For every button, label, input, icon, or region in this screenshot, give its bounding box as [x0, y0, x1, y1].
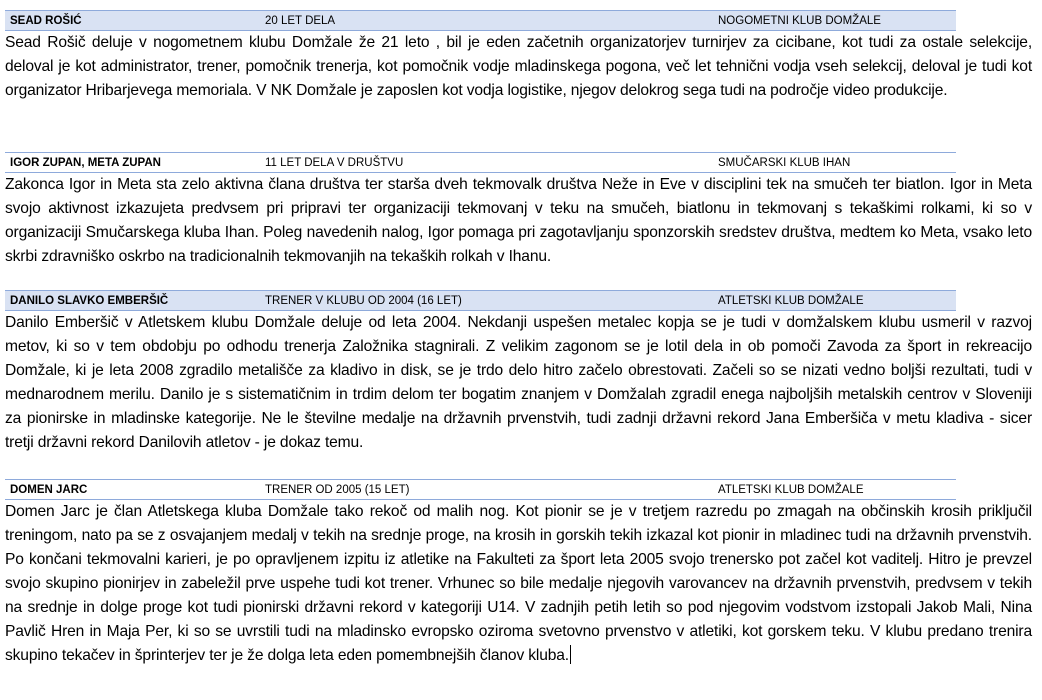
entry-years: 11 LET DELA V DRUŠTVU [265, 157, 404, 169]
entry-description[interactable]: Sead Rošič deluje v nogometnem klubu Domžale že 21 leto , bil je eden začetnih organizatorjev turnirjev za cicibane, kot tudi za ostale selekcije, deloval je kot administrator, trener, pomočnik trenerja, kot pomočnik vodje mladinskega pogona, več let tehnični vodja vseh selekcij, deloval je tudi kot organizator Hribarjevega memoriala. V NK Domžale je zaposlen kot vodja logistike, njegov delokrog sega tudi na področje video produkcije. [5, 34, 1032, 99]
entry-club: ATLETSKI KLUB DOMŽALE [718, 295, 864, 307]
entry-name: DOMEN JARC [10, 484, 88, 496]
entry-club: SMUČARSKI KLUB IHAN [718, 157, 851, 169]
entry-name: SEAD ROŠIĆ [10, 15, 82, 27]
entry-description[interactable] [5, 500, 1032, 668]
entry-igor-meta-zupan [5, 152, 1032, 269]
entry-domen-jarc [5, 479, 1032, 668]
entry-header [5, 479, 956, 500]
entry-header [5, 10, 956, 31]
entry-years: TRENER OD 2005 (15 LET) [265, 484, 410, 496]
entry-header [5, 290, 956, 311]
entry-header [5, 152, 956, 173]
entry-club: NOGOMETNI KLUB DOMŽALE [718, 15, 881, 27]
entry-sead-rosic [5, 10, 1032, 103]
entry-years: TRENER V KLUBU OD 2004 (16 LET) [265, 295, 462, 307]
entry-description-text: Domen Jarc je član Atletskega kluba Domžale tako rekoč od malih nog. Kot pionir se je v tretjem razredu po zmagah na občinskih krosih priključil treningom, nato pa se z osvajanjem medalj v tekih na srednje proge, na krosih in gorskih tekih izkazal kot pionir in mladinec tudi na državnih prvenstvih. Po končani tekmovalni karieri, je po opravljenem izpitu iz atletike na Fakulteti za šport leta 2005 svojo trenersko pot začel kot vaditelj. Hitro je prevzel svojo skupino pionirjev in zabeležil prve uspehe tudi kot trener. Vrhunec so bile medalje njegovih varovancev na državnih prvenstvih, predvsem v tekih na srednje in dolge proge kot tudi pionirski državni rekord v kategoriji U14. V zadnjih petih letih so pod njegovim vodstvom izstopali Jakob Mali, Nina Pavlič Hren in Maja Per, ki so se uvrstili tudi na mladinsko evropsko oziroma svetovno prvenstvo v atletiki, kot gorskem teku. V klubu predano trenira skupino tekačev in šprinterjev ter je že dolga leta eden pomembnejših članov kluba. [5, 503, 1032, 664]
entry-danilo-embersic [5, 290, 1032, 455]
text-cursor [570, 645, 571, 664]
entry-name: IGOR ZUPAN, META ZUPAN [10, 157, 161, 169]
entry-name: DANILO SLAVKO EMBERŠIČ [10, 295, 169, 307]
entry-description[interactable]: Zakonca Igor in Meta sta zelo aktivna člana društva ter starša dveh tekmovalk društva Neže in Eve v disciplini tek na smučeh ter biatlon. Igor in Meta svojo aktivnost izkazujeta predvsem pri pripravi ter organizaciji tekmovanj v teku na smučeh, biatlonu in tekmovanj s tekaškimi rolkami, ki so v organizaciji Smučarskega kluba Ihan. Poleg navedenih nalog, Igor pomaga pri zagotavljanju sponzorskih sredstev društva, medtem ko Meta, vsako leto skrbi zdravniško oskrbo na tradicionalnih tekmovanjih na tekaških rolkah v Ihanu. [5, 176, 1032, 265]
entry-club: ATLETSKI KLUB DOMŽALE [718, 484, 864, 496]
entry-years: 20 LET DELA [265, 15, 336, 27]
entry-description[interactable]: Danilo Emberšič v Atletskem klubu Domžale deluje od leta 2004. Nekdanji uspešen metalec kopja se je tudi v domžalskem klubu usmeril v razvoj metov, ki so v tem obdobju po odhodu trenerja Založnika stagnirali. Z velikim zagonom se je lotil dela in ob pomoči Zavoda za šport in rekreacijo Domžale, ki je leta 2008 zgradilo metališče za kladivo in disk, se je trdo delo hitro začelo obrestovati. Začeli so se nizati vedno boljši rezultati, tudi v mednarodnem merilu. Danilo je s sistematičnim in trdim delom ter bogatim znanjem v Domžalah zgradil enega najboljših metalskih centrov v Sloveniji za pionirske in mladinske kategorije. Ne le številne medalje na državnih prvenstvih, tudi zadnji državni rekord Jana Emberšiča v metu kladiva - sicer tretji državni rekord Danilovih atletov - je dokaz temu. [5, 314, 1032, 451]
